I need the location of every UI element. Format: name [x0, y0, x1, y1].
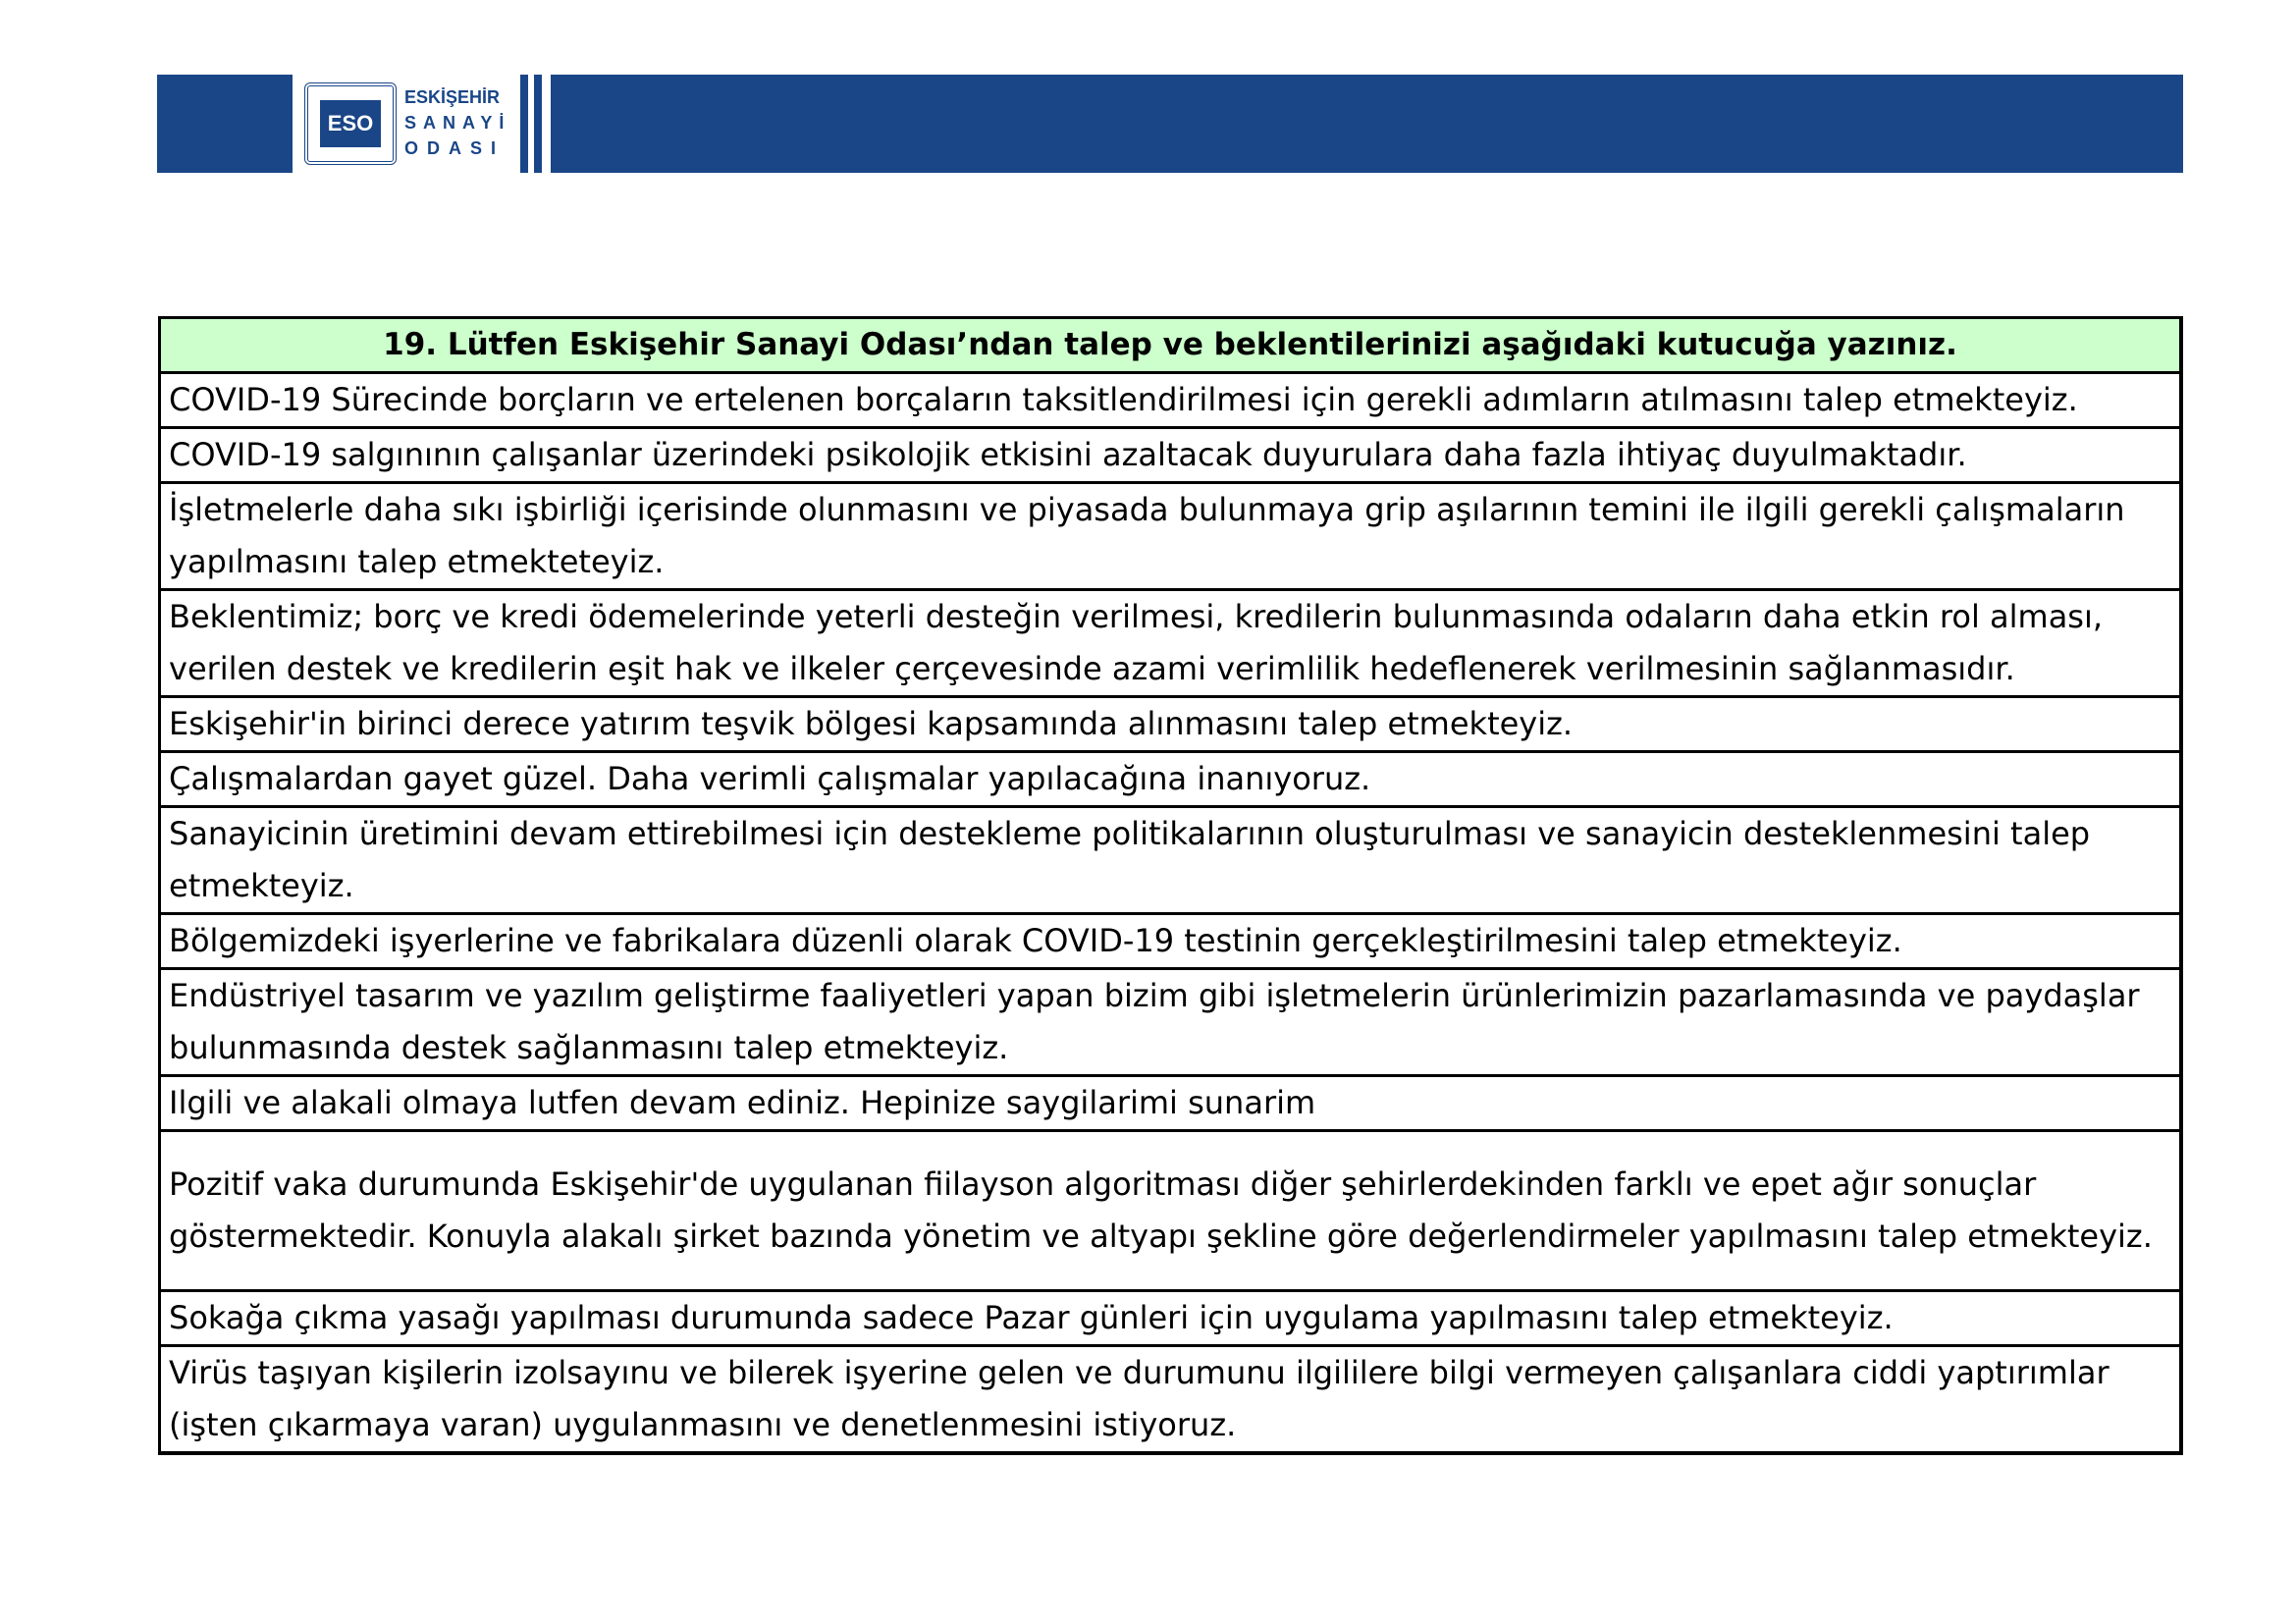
- table-row: [160, 428, 2182, 483]
- table-row: [160, 914, 2182, 969]
- table-row: [160, 1076, 2182, 1131]
- banner-stripe: [534, 75, 542, 173]
- logo-line-3: ODASI: [404, 138, 506, 158]
- response-cell: Sokağa çıkma yasağı yapılması durumunda sadece Pazar günleri için uygulama yapılmasını talep etmekteyiz.: [160, 1291, 2182, 1346]
- table-row: [160, 1346, 2182, 1454]
- response-cell: Beklentimiz; borç ve kredi ödemelerinde yeterli desteğin verilmesi, kredilerin bulunmasında odaların daha etkin rol alması, verilen destek ve kredilerin eşit hak ve ilkeler çerçevesinde azami verimlilik hedeflenerek verilmesinin sağlanmasıdır.: [160, 590, 2182, 697]
- table-row: [160, 807, 2182, 914]
- response-cell: Çalışmalardan gayet güzel. Daha verimli çalışmalar yapılacağına inanıyoruz.: [160, 752, 2182, 807]
- table-row: [160, 697, 2182, 752]
- logo-line-2: SANAYİ: [404, 113, 511, 133]
- table-row: [160, 969, 2182, 1076]
- table-header-row: [160, 318, 2182, 373]
- response-cell: COVID-19 Sürecinde borçların ve ertelenen borçaların taksitlendirilmesi için gerekli adımların atılmasını talep etmekteyiz.: [160, 373, 2182, 428]
- table-row: [160, 752, 2182, 807]
- logo-wordmark: [404, 84, 512, 161]
- feedback-table-wrapper: [158, 316, 2183, 1455]
- response-cell: Endüstriyel tasarım ve yazılım geliştirme faaliyetleri yapan bizim gibi işletmelerin ürünlerimizin pazarlamasında ve paydaşlar bulunmasında destek sağlanmasını talep etmekteyiz.: [160, 969, 2182, 1076]
- table-row: [160, 590, 2182, 697]
- feedback-table: [158, 316, 2183, 1455]
- response-cell: Virüs taşıyan kişilerin izolsayınu ve bilerek işyerine gelen ve durumunu ilgililere bilgi vermeyen çalışanlara ciddi yaptırımlar (işten çıkarmaya varan) uygulanmasını ve denetlenmesini istiyoruz.: [160, 1346, 2182, 1454]
- question-heading: 19. Lütfen Eskişehir Sanayi Odası’ndan talep ve beklentilerinizi aşağıdaki kutucuğa yazınız.: [160, 318, 2182, 373]
- response-cell: Pozitif vaka durumunda Eskişehir'de uygulanan fiilayson algoritması diğer şehirlerdekinden farklı ve epet ağır sonuçlar göstermektedir. Konuyla alakalı şirket bazında yönetim ve altyapı şekline göre değerlendirmeler yapılmasını talep etmekteyiz.: [160, 1131, 2182, 1291]
- response-cell: Ilgili ve alakali olmaya lutfen devam ediniz. Hepinize saygilarimi sunarim: [160, 1076, 2182, 1131]
- table-row: [160, 373, 2182, 428]
- table-row: [160, 483, 2182, 590]
- table-row: [160, 1131, 2182, 1291]
- response-cell: Eskişehir'in birinci derece yatırım teşvik bölgesi kapsamında alınmasını talep etmekteyiz.: [160, 697, 2182, 752]
- table-row: [160, 1291, 2182, 1346]
- response-cell: COVID-19 salgınının çalışanlar üzerindeki psikolojik etkisini azaltacak duyurulara daha fazla ihtiyaç duyulmaktadır.: [160, 428, 2182, 483]
- eso-logo: [293, 75, 514, 173]
- response-cell: Bölgemizdeki işyerlerine ve fabrikalara düzenli olarak COVID-19 testinin gerçekleştirilmesini talep etmekteyiz.: [160, 914, 2182, 969]
- response-cell: İşletmelerle daha sıkı işbirliği içerisinde olunmasını ve piyasada bulunmaya grip aşılarının temini ile ilgili gerekli çalışmaların yapılmasını talep etmekteteyiz.: [160, 483, 2182, 590]
- banner-stripe: [520, 75, 528, 173]
- logo-line-1: ESKİŞEHİR: [404, 87, 501, 107]
- response-cell: Sanayicinin üretimini devam ettirebilmesi için destekleme politikalarının oluşturulması ve sanayicin desteklenmesini talep etmekteyiz.: [160, 807, 2182, 914]
- logo-mark-text: ESO: [320, 100, 381, 147]
- banner-gap: [542, 75, 551, 173]
- logo-emblem: [304, 82, 397, 165]
